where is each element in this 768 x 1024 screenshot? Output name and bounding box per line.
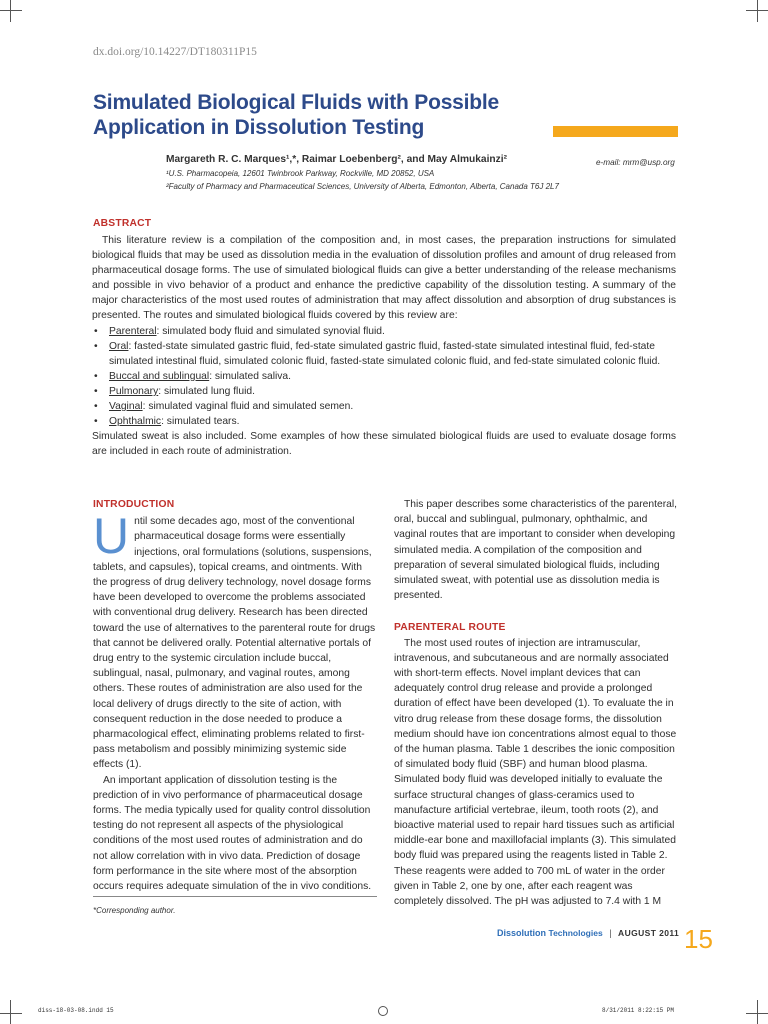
abstract-heading: ABSTRACT: [93, 218, 152, 229]
crop-mark: [757, 1000, 758, 1024]
list-item: [92, 384, 676, 399]
print-slug-file: diss-18-03-08.indd 15: [38, 1007, 114, 1014]
intro-paragraph-1: [93, 508, 377, 772]
route-parenteral: Parenteral: [109, 325, 157, 337]
journal-name-tech: Technologies: [548, 928, 603, 938]
drop-cap: U: [93, 508, 130, 565]
parenteral-heading: PARENTERAL ROUTE: [394, 622, 506, 634]
crop-mark: [0, 1013, 22, 1014]
affiliation-1: ¹U.S. Pharmacopeia, 12601 Twinbrook Parkway, Rockville, MD 20852, USA: [166, 169, 435, 178]
list-item: [92, 324, 676, 339]
footnote: *Corresponding author.: [93, 906, 176, 915]
crop-mark: [746, 1013, 768, 1014]
abstract-paragraph: This literature review is a compilation of the composition and, in most cases, the preparation instructions for simulated biological fluids that may be used as dissolution media in the evaluation of dissolution profiles and amount of drug released from pharmaceutical dosage forms. The use of simulated biological fluids can give a better understanding of the release mechanisms and possible in vivo behavior of a product and enhance the predictive capability of the dissolution testing. A summary of the major characteristics of the most used routes of administration that may affect dissolution and absorption of drug substances is presented. The routes and simulated biological fluids covered by this review are:: [92, 235, 676, 322]
article-title: [93, 90, 553, 140]
footnote-divider: [93, 896, 377, 897]
page-number: 15: [684, 924, 713, 954]
journal-footer: [497, 928, 679, 938]
intro-text-1: ntil some decades ago, most of the conventional pharmaceutical dosage forms were essentially injections, oral formulations (solutions, suspensions, tablets, and capsules), topical creams, and ointments. With the progress of drug delivery technology, novel dosage forms have been developed to overcome the problems associated with conventional drug delivery. Research has been directed toward the use of alternatives to the parenteral route for drugs that cannot be delivered orally. Potential alternative portals of drug entry to the systemic circulation include buccal, sublingual, nasal, pulmonary, and vaginal routes, among others. These routes of administration are also used for the local delivery of drugs directly to the site of action, with consequent reduction in the dose needed to produce a pharmacological effect, eliminating problems related to first-pass metabolism and possibly minimizing systemic side effects (1).: [93, 516, 376, 771]
route-ophthalmic: Ophthalmic: [109, 416, 162, 428]
title-line-2: Application in Dissolution Testing: [93, 116, 425, 139]
crop-mark: [757, 0, 758, 22]
title-line-1: Simulated Biological Fluids with Possible: [93, 91, 500, 114]
abstract-body: [92, 233, 676, 459]
crop-mark: [746, 10, 768, 11]
introduction-heading: INTRODUCTION: [93, 499, 175, 510]
route-description: : simulated tears.: [161, 416, 240, 428]
route-vaginal: Vaginal: [109, 401, 143, 413]
journal-name: Dissolution: [497, 928, 546, 938]
contact-email[interactable]: e-mail: mrm@usp.org: [596, 158, 675, 167]
left-column: [93, 497, 377, 894]
intro-paragraph-2: An important application of dissolution testing is the prediction of in vivo performance of pharmaceutical dosage forms. The media typically used for quality control dissolution testing do not represent all aspects of the physiological conditions of the most used routes of administration and do not allow correlation with in vivo data. Prediction of dosage form performance in the site where most of the absorption occurs requires adequate simulation of the in vivo conditions.: [93, 774, 372, 893]
doi-link[interactable]: dx.doi.org/10.14227/DT180311P15: [93, 46, 257, 58]
route-description: : simulated lung fluid.: [158, 385, 255, 397]
crop-mark: [0, 10, 22, 11]
crop-mark: [10, 0, 11, 22]
route-oral: Oral: [109, 340, 129, 352]
list-item: [92, 339, 676, 369]
abstract-tail: Simulated sweat is also included. Some examples of how these simulated biological fluids are used to evaluate dosage forms are included in each route of administration.: [92, 431, 676, 458]
crop-mark: [10, 1000, 11, 1024]
list-item: [92, 414, 676, 429]
route-description: : simulated vaginal fluid and simulated semen.: [142, 401, 354, 413]
route-description: : fasted-state simulated gastric fluid, fed-state simulated gastric fluid, fasted-state simulated intestinal fluid, fed-state simulated intestinal fluid, simulated colonic fluid, fasted-state simulated colonic fluid, and fed-state simulated colonic fluid.: [109, 340, 661, 367]
route-pulmonary: Pulmonary: [109, 385, 159, 397]
route-buccal: Buccal and sublingual: [109, 370, 210, 382]
registration-mark-icon: [378, 1006, 388, 1016]
author-list: Margareth R. C. Marques¹,*, Raimar Loebenberg², and May Almukainzi²: [166, 154, 507, 165]
route-list: [92, 324, 676, 430]
route-description: : simulated body fluid and simulated synovial fluid.: [156, 325, 385, 337]
issue-date: AUGUST 2011: [618, 928, 680, 938]
right-paragraph-1: This paper describes some characteristics of the parenteral, oral, buccal and sublingual, pulmonary, ophthalmic, and vaginal routes that are important to consider when developing simulated media. A compilation of the composition and preparation of several simulated biological fluids, including simulated sweat, with potential use as dissolution media is presented.: [394, 499, 677, 602]
affiliation-2: ²Faculty of Pharmacy and Pharmaceutical Sciences, University of Alberta, Edmonton, Alberta, Canada T6J 2L7: [166, 182, 559, 191]
parenteral-paragraph: The most used routes of injection are intramuscular, intravenous, and subcutaneous and are normally associated with short-term effects. Novel implant devices that can adequately control drug release and provide a prolonged duration of effect have been developed (1). To evaluate the in vitro drug release from these dosage forms, the dissolution medium should have ion concentrations almost equal to those of the human plasma. Table 1 describes the ionic composition of simulated body fluid (SBF) and human blood plasma. Simulated body fluid was developed initially to evaluate the surface structural changes of glass-ceramics used to manufacture artificial vertebrae, ileum, tooth roots (2), and bioactive material used to repair hard tissues such as artificial middle-ear bone and maxillofacial implants (3). This simulated body fluid was prepared using the reagents listed in Table 2. These reagents were added to 700 mL of water in the order given in Table 2, one by one, after each reagent was completely dissolved. The pH was adjusted to 7.4 with 1 M: [394, 637, 677, 908]
footer-separator: |: [609, 928, 612, 938]
list-item: [92, 399, 676, 414]
print-slug-date: 8/31/2011 8:22:15 PM: [602, 1007, 675, 1014]
right-column: [394, 497, 678, 909]
route-description: : simulated saliva.: [209, 370, 292, 382]
list-item: [92, 369, 676, 384]
accent-bar: [553, 126, 678, 137]
